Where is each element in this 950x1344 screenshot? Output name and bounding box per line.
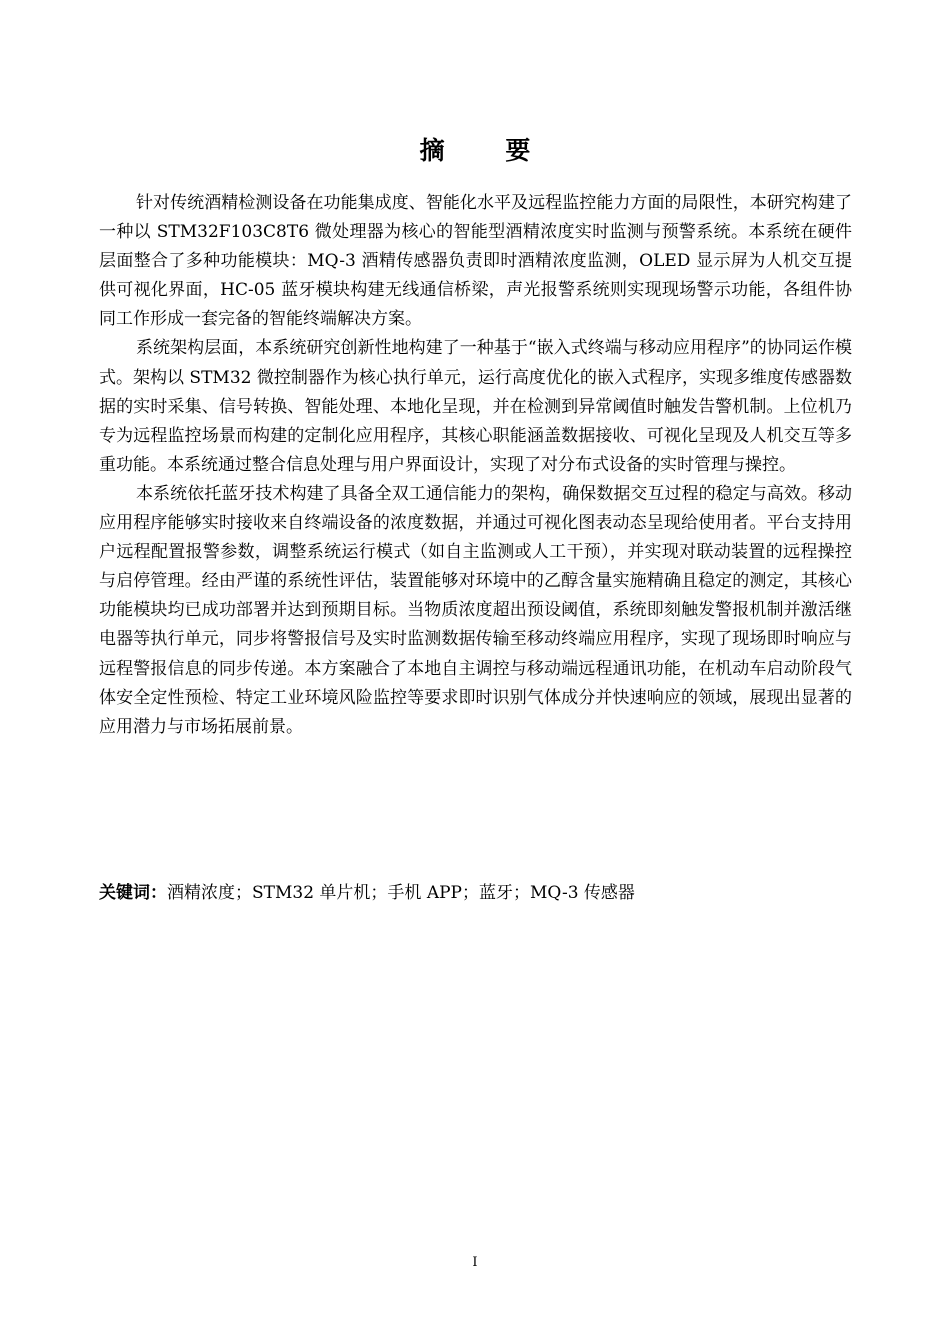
abstract-paragraph-1: 针对传统酒精检测设备在功能集成度、智能化水平及远程监控能力方面的局限性，本研究构建了一种以 STM32F103C8T6 微处理器为核心的智能型酒精浓度实时监测与预警系统。本系统在硬件层面整合了多种功能模块：MQ-3 酒精传感器负责即时酒精浓度监测，OLED 显示屏为人机交互提供可视化界面，HC-05 蓝牙模块构建无线通信桥梁，声光报警系统则实现现场警示功能，各组件协同工作形成一套完备的智能终端解决方案。 <box>99 193 852 330</box>
abstract-title: 摘 要 <box>419 136 557 165</box>
abstract-paragraph-3: 本系统依托蓝牙技术构建了具备全双工通信能力的架构，确保数据交互过程的稳定与高效。移动应用程序能够实时接收来自终端设备的浓度数据，并通过可视化图表动态呈现给使用者。平台支持用户远程配置报警参数，调整系统运行模式（如自主监测或人工干预），并实现对联动装置的远程操控与启停管理。经由严谨的系统性评估，装置能够对环境中的乙醇含量实施精确且稳定的测定，其核心功能模块均已成功部署并达到预期目标。当物质浓度超出预设阈值，系统即刻触发警报机制并激活继电器等执行单元，同步将警报信号及实时监测数据传输至移动终端应用程序，实现了现场即时响应与远程警报信息的同步传递。本方案融合了本地自主调控与移动端远程通讯功能，在机动车启动阶段气体安全定性预检、特定工业环境风险监控等要求即时识别气体成分并快速响应的领域，展现出显著的应用潜力与市场拓展前景。 <box>99 483 852 737</box>
keywords-text: 酒精浓度；STM32 单片机；手机 APP；蓝牙；MQ-3 传感器 <box>167 883 635 903</box>
page-number: I <box>472 1255 478 1270</box>
keywords-label: 关键词： <box>99 883 167 903</box>
keywords-line <box>99 879 852 908</box>
abstract-paragraph-2: 系统架构层面，本系统研究创新性地构建了一种基于“嵌入式终端与移动应用程序”的协同运作模式。架构以 STM32 微控制器作为核心执行单元，运行高度优化的嵌入式程序，实现多维度传感器数据的实时采集、信号转换、智能处理、本地化呈现，并在检测到异常阈值时触发告警机制。上位机乃专为远程监控场景而构建的定制化应用程序，其核心职能涵盖数据接收、可视化呈现及人机交互等多重功能。本系统通过整合信息处理与用户界面设计，实现了对分布式设备的实时管理与操控。 <box>99 338 852 475</box>
abstract-body <box>99 189 852 742</box>
